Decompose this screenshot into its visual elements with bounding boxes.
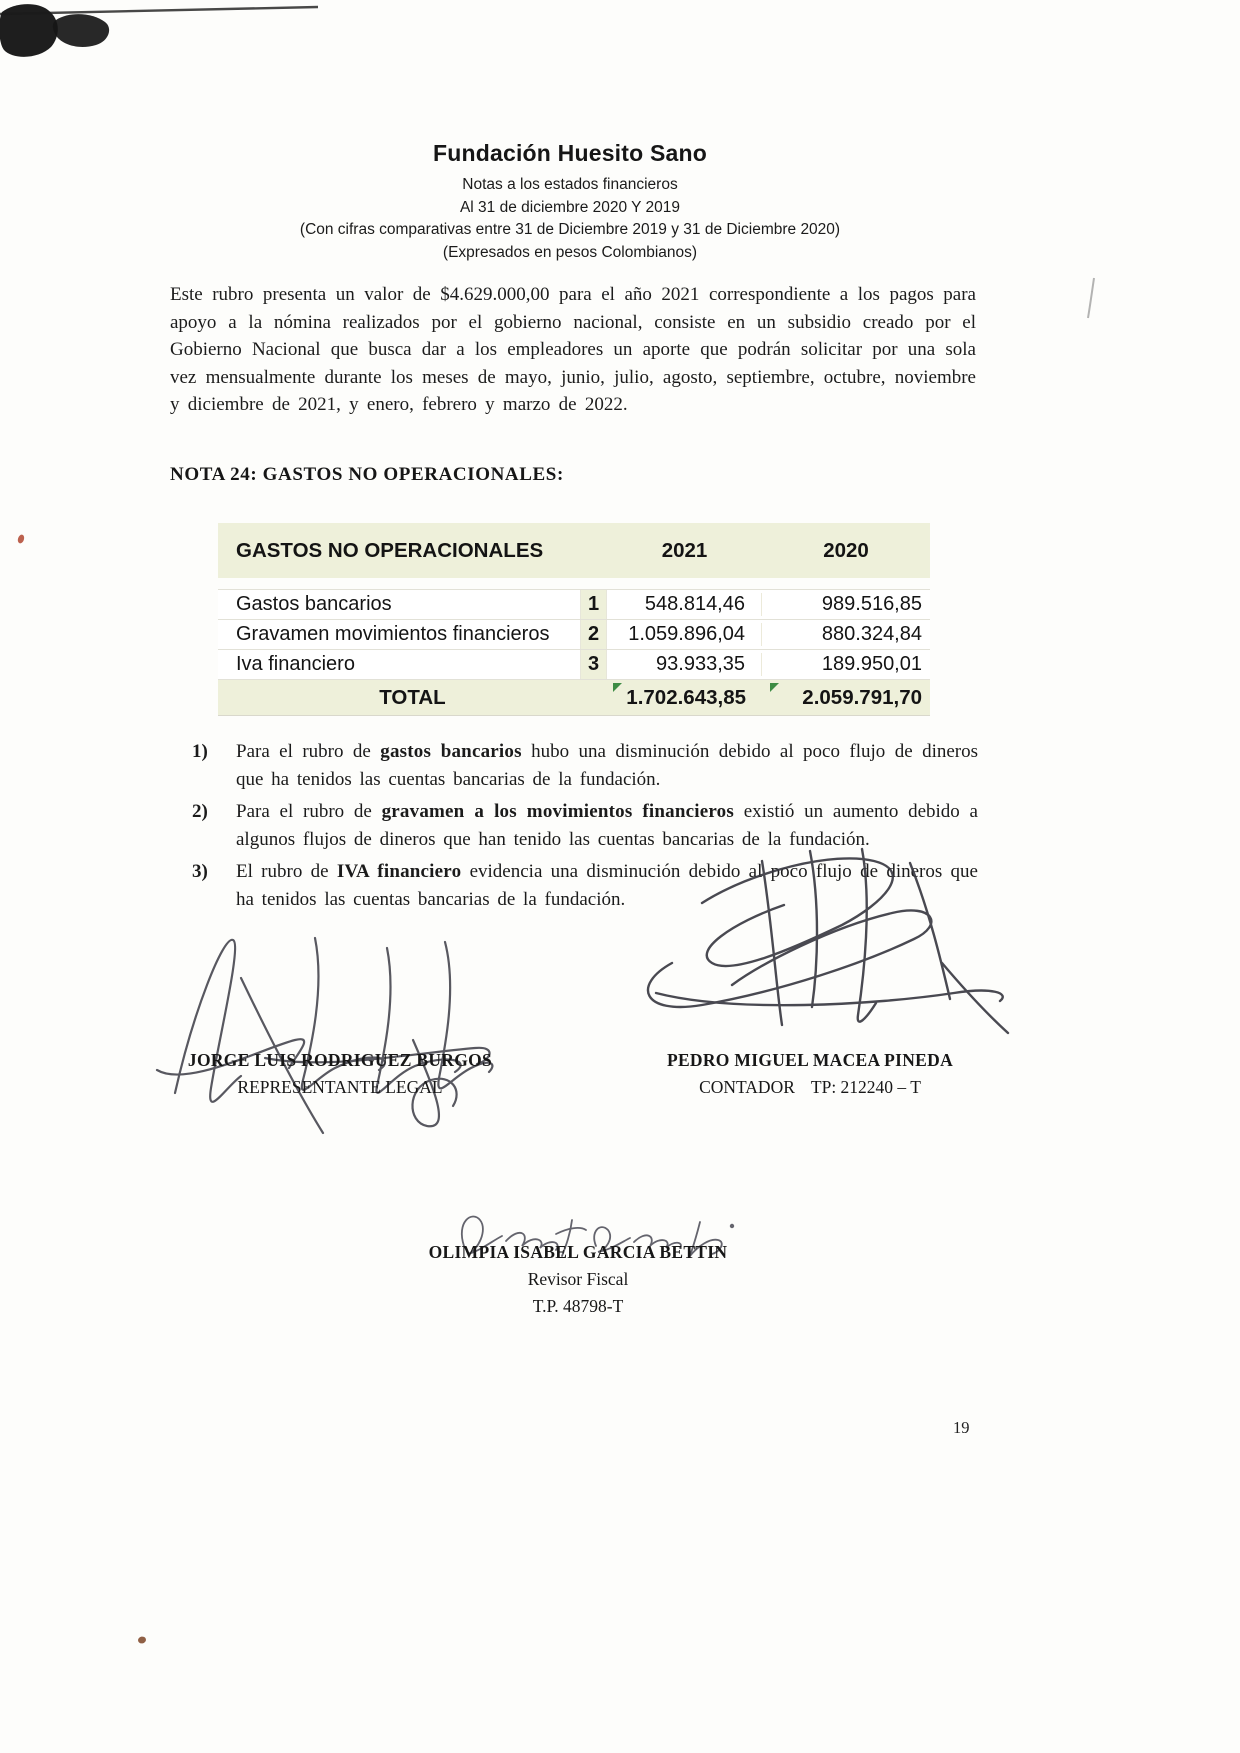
- row-value-2020: 880.324,84: [821, 623, 922, 645]
- row-value-2021: 548.814,46: [607, 593, 762, 616]
- excel-corner-marker-icon: [613, 683, 622, 692]
- row-value-2021: 1.059.896,04: [607, 623, 762, 646]
- list-item: [192, 858, 978, 914]
- table-row: [218, 590, 930, 620]
- bold-term: IVA financiero: [336, 861, 462, 882]
- total-2020-text: 2.059.791,70: [802, 686, 922, 709]
- tp-number: TP: 212240 – T: [810, 1077, 921, 1097]
- brown-speck-artifact: [134, 1632, 150, 1648]
- row-label: Gastos bancarios: [236, 593, 392, 615]
- table-header-2020: 2020: [823, 538, 869, 562]
- signature-legal-representative-image: [145, 918, 505, 1138]
- total-2021-text: 1.702.643,85: [626, 686, 746, 709]
- bold-term: gastos bancarios: [380, 741, 522, 762]
- signatory-role: [640, 1077, 980, 1098]
- pen-mark-artifact: [1082, 276, 1102, 320]
- text-segment: evidencia una disminución debido al poco flujo de dineros que ha tenidos las cuentas bancarias de la fundación.: [236, 861, 978, 910]
- table-header-row: [218, 523, 930, 578]
- page-number: 19: [953, 1418, 970, 1437]
- list-item-text: [236, 738, 978, 794]
- row-value-2020: 189.950,01: [821, 653, 922, 675]
- subtitle-line: Notas a los estados financieros: [462, 176, 678, 193]
- document-subtitle: [135, 174, 1005, 264]
- total-value-2020: [762, 680, 930, 715]
- table-header-label: GASTOS NO OPERACIONALES: [236, 538, 544, 562]
- role-text: CONTADOR: [699, 1077, 795, 1097]
- list-item: [192, 798, 978, 854]
- table-spacer: [218, 578, 930, 589]
- text-segment: Para el rubro de: [236, 801, 382, 822]
- row-ref-number: 2: [580, 620, 607, 649]
- text-segment: El rubro de: [236, 861, 337, 882]
- row-value-2021: 93.933,35: [607, 653, 762, 676]
- row-label: Gravamen movimientos financieros: [236, 623, 550, 645]
- subtitle-line: Al 31 de diciembre 2020 Y 2019: [459, 198, 681, 216]
- signatory-tp: T.P. 48798-T: [532, 1296, 624, 1316]
- signatory-role: Revisor Fiscal: [527, 1269, 629, 1289]
- list-item-number: 3): [192, 861, 208, 882]
- list-item-text: [236, 858, 978, 914]
- excel-corner-marker-icon: [770, 683, 779, 692]
- table-total-row: [218, 680, 930, 716]
- total-value-2021: [607, 680, 762, 715]
- table-header-2021: 2021: [661, 538, 708, 562]
- document-header: [135, 140, 1005, 264]
- row-ref-number: 3: [580, 650, 607, 679]
- signatory-name: OLIMPIA ISABEL GARCIA BETTIN: [428, 1242, 728, 1262]
- row-value-2020: 989.516,85: [821, 593, 922, 615]
- intro-paragraph: Este rubro presenta un valor de $4.629.000,00 para el año 2021 correspondiente a los pagos para apoyo a la nómina realizados por el gobierno nacional, consiste en un subsidio creado por el Gobierno Nacional que busca dar a los empleadores un aporte que podrán solicitar por una sola vez mensualmente durante los meses de mayo, junio, julio, agosto, septiembre, octubre, noviembre y diciembre de 2021, y enero, febrero y marzo de 2022.: [170, 284, 976, 416]
- row-label: Iva financiero: [236, 653, 355, 675]
- signatory-name: JORGE LUIS RODRIGUEZ BURGOS: [187, 1050, 493, 1070]
- signatory-auditor: [408, 1242, 748, 1317]
- total-label: TOTAL: [379, 685, 446, 709]
- text-segment: Para el rubro de: [236, 741, 381, 762]
- table-body: [218, 589, 930, 680]
- table-row: [218, 620, 930, 650]
- red-speck-artifact: [14, 531, 28, 547]
- explanatory-notes-list: [192, 738, 978, 918]
- signatory-role: REPRESENTANTE LEGAL: [237, 1077, 443, 1097]
- bold-term: gravamen a los movimientos financieros: [381, 801, 734, 822]
- gastos-no-operacionales-table: [218, 523, 930, 716]
- table-row: [218, 650, 930, 680]
- page-title: Fundación Huesito Sano: [432, 140, 708, 166]
- note-24-heading: NOTA 24: GASTOS NO OPERACIONALES:: [170, 464, 564, 485]
- text-segment: hubo una disminución debido al poco flujo de dineros que ha tenidos las cuentas bancarias de la fundación.: [236, 741, 978, 790]
- list-item-number: 1): [192, 741, 208, 762]
- text-segment: existió un aumento debido a algunos flujos de dineros que han tenido las cuentas bancarias de la fundación.: [236, 801, 978, 850]
- scan-ink-artifact: [0, 0, 340, 70]
- signatory-name: PEDRO MIGUEL MACEA PINEDA: [666, 1050, 954, 1070]
- list-item-number: 2): [192, 801, 208, 822]
- subtitle-line: (Con cifras comparativas entre 31 de Diciembre 2019 y 31 de Diciembre 2020): [299, 221, 841, 238]
- list-item-text: [236, 798, 978, 854]
- subtitle-line: (Expresados en pesos Colombianos): [442, 243, 698, 261]
- list-item: [192, 738, 978, 794]
- signatory-accountant: [640, 1050, 980, 1098]
- row-ref-number: 1: [580, 590, 607, 619]
- signatory-legal: [160, 1050, 520, 1098]
